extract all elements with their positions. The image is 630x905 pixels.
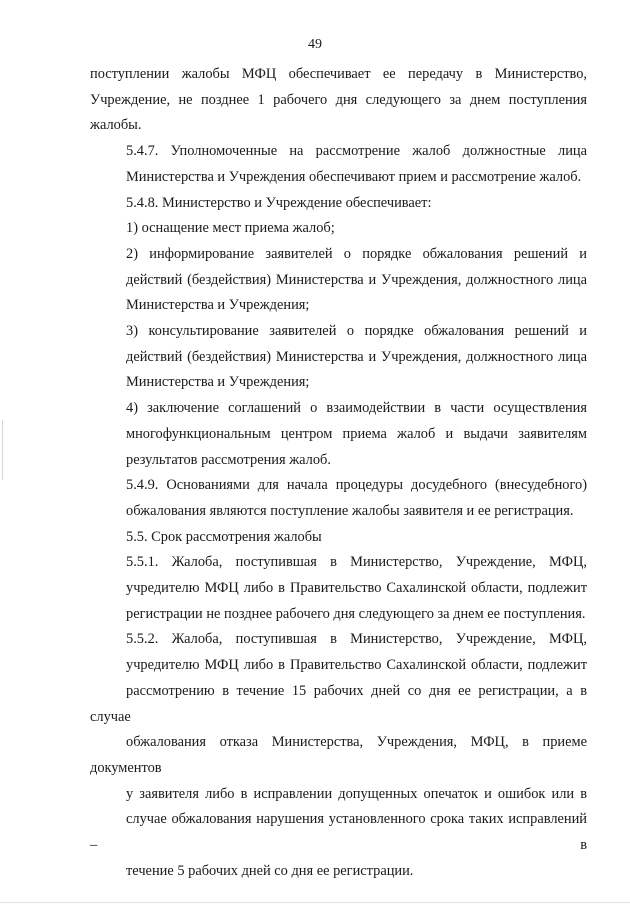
text-line: 5.5. Срок рассмотрения жалобы <box>126 528 322 545</box>
paragraph <box>90 396 587 473</box>
text-line: обжалования отказа Министерства, Учреждения, МФЦ, в приеме документов <box>90 734 587 776</box>
text-line: рассмотрению в течение 15 рабочих дней со дня ее регистрации, а в случае <box>90 682 587 725</box>
text-line: поступлении жалобы МФЦ обеспечивает ее передачу в Министерство, <box>90 66 587 82</box>
text-line: действий (бездействия) Министерства и Учреждения, должностного лица <box>126 348 587 365</box>
paragraph <box>90 525 587 551</box>
paragraph <box>90 216 587 242</box>
text-line: 5.5.1. Жалоба, поступившая в Министерство, Учреждение, МФЦ, <box>126 554 587 571</box>
text-line: у заявителя либо в исправлении допущенных опечаток и ошибок или в <box>126 785 587 802</box>
text-line: 5.4.9. Основаниями для начала процедуры досудебного (внесудебного) <box>126 477 587 494</box>
text-line: обжалования являются поступление жалобы заявителя и ее регистрация. <box>126 502 574 519</box>
paragraph <box>90 473 587 524</box>
paragraph <box>90 550 587 627</box>
document-body <box>90 62 587 885</box>
paragraph <box>90 139 587 190</box>
text-line: учредителю МФЦ либо в Правительство Сахалинской области, подлежит <box>126 580 587 597</box>
text-line: Министерства и Учреждения; <box>126 297 310 314</box>
text-line: регистрации не позднее рабочего дня следующего за днем ее поступления. <box>126 605 586 622</box>
paragraph <box>90 319 587 396</box>
scan-mark-left <box>2 420 3 480</box>
text-line: жалобы. <box>90 117 142 134</box>
text-line: 5.4.8. Министерство и Учреждение обеспечивает: <box>126 194 432 211</box>
text-line: 4) заключение соглашений о взаимодействии в части осуществления <box>126 400 587 417</box>
text-line: 2) информирование заявителей о порядке обжалования решений и <box>126 245 587 262</box>
text-line: случае обжалования нарушения установленного срока таких исправлений – в <box>90 811 587 854</box>
text-line: учредителю МФЦ либо в Правительство Сахалинской области, подлежит <box>126 657 587 674</box>
text-line: действий (бездействия) Министерства и Учреждения, должностного лица <box>126 271 587 288</box>
paragraph <box>90 242 587 319</box>
paragraph <box>90 627 587 884</box>
text-line: 5.4.7. Уполномоченные на рассмотрение жалоб должностные лица <box>126 143 587 160</box>
text-line: Учреждение, не позднее 1 рабочего дня следующего за днем поступления <box>90 91 587 108</box>
text-line: многофункциональным центром приема жалоб и выдачи заявителям <box>126 425 587 442</box>
text-line: Министерства и Учреждения обеспечивают прием и рассмотрение жалоб. <box>126 168 582 185</box>
text-line: 3) консультирование заявителей о порядке обжалования решений и <box>126 323 587 340</box>
text-line: Министерства и Учреждения; <box>126 374 310 391</box>
scan-mark-bottom <box>0 902 630 903</box>
text-line: 5.5.2. Жалоба, поступившая в Министерство, Учреждение, МФЦ, <box>126 631 587 648</box>
text-line: 1) оснащение мест приема жалоб; <box>126 220 335 237</box>
text-line: результатов рассмотрения жалоб. <box>126 451 331 468</box>
page-number: 49 <box>308 37 322 52</box>
text-line: течение 5 рабочих дней со дня ее регистрации. <box>126 862 414 879</box>
paragraph <box>90 191 587 217</box>
paragraph <box>90 62 587 139</box>
